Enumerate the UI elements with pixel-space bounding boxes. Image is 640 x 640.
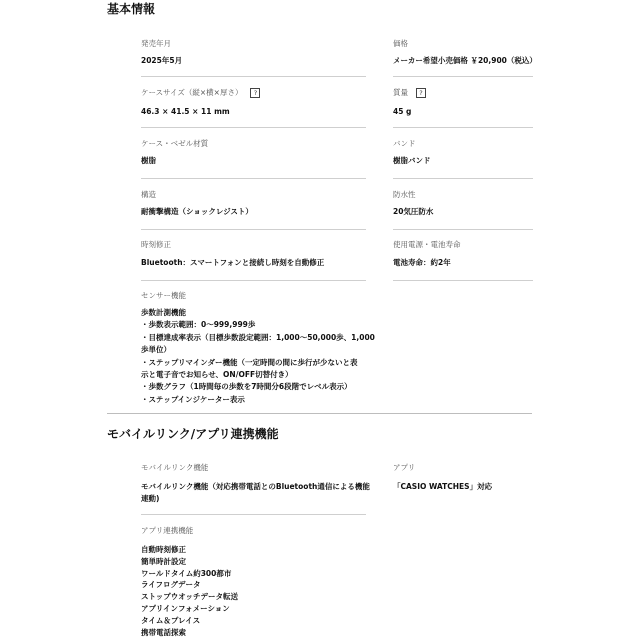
sensor-line: 歩数計測機能 [141,308,186,317]
sensor-line: ・ステップインジケーター表示 [141,394,245,404]
app-value: 「CASIO WATCHES」対応 [393,482,493,491]
price-value: メーカー希望小売価格 ￥20,900（税込） [393,56,537,65]
app-feature-item: 簡単時計設定 [141,556,186,566]
section-title-mobile-link: モバイルリンク/アプリ連携機能 [107,427,279,441]
divider [141,127,366,128]
section-divider [107,413,532,414]
release-date-value: 2025年5月 [141,56,183,65]
case-material-value: 樹脂 [141,156,156,165]
mobile-link-value [141,481,370,506]
app-feature-item: ワールドタイム約300都市 [141,568,232,578]
sensor-line: ・ステップリマインダー機能（一定時間の間に歩行が少ないと表 [141,357,358,367]
case-size-label-text: ケースサイズ（縦×横×厚さ） [141,88,243,97]
band-label: バンド [393,139,416,148]
divider [393,127,533,128]
power-label: 使用電源・電池寿命 [393,240,461,249]
sensor-line: ・歩数グラフ（1時間毎の歩数を7時間分6段階でレベル表示） [141,382,352,392]
sensor-line: 歩単位） [141,345,171,355]
mobile-link-label: モバイルリンク機能 [141,463,209,472]
app-feature-item: 携帯電話探索 [141,627,186,637]
divider [141,178,366,179]
time-correction-label: 時刻修正 [141,240,171,249]
release-date-label: 発売年月 [141,39,171,48]
case-size-value: 46.3 × 41.5 × 11 mm [141,107,230,116]
weight-label-text: 質量 [393,88,408,97]
app-feature-item: タイム＆プレイス [141,615,201,625]
section-title-basic-info: 基本情報 [107,2,156,16]
sensor-line: ・歩数表示範囲：0～999,999歩 [141,320,256,330]
sensor-line: ・目標達成率表示（目標歩数設定範囲：1,000～50,000歩、1,000 [141,332,375,342]
time-correction-value: Bluetooth：スマートフォンと接続し時刻を自動修正 [141,258,325,267]
weight-label [393,88,426,98]
price-label: 価格 [393,39,408,48]
case-size-label [141,88,260,98]
water-resistance-value: 20気圧防水 [393,207,434,216]
help-icon[interactable]: ? [250,88,260,98]
app-feature-item: ライフログデータ [141,580,201,590]
app-features-label: アプリ連携機能 [141,526,194,535]
mobile-link-line: モバイルリンク機能（対応携帯電話とのBluetooth通信による機能 [141,482,370,491]
sensor-value [141,307,375,406]
divider [141,514,366,515]
divider [393,76,533,77]
divider [141,76,366,77]
weight-value: 45 g [393,107,412,116]
case-material-label: ケース・ベゼル材質 [141,139,209,148]
water-resistance-label: 防水性 [393,190,416,199]
structure-label: 構造 [141,190,156,199]
divider [141,280,366,281]
help-icon[interactable]: ? [416,88,426,98]
divider [393,178,533,179]
divider [141,229,366,230]
app-features-value [141,544,238,638]
structure-value: 耐衝撃構造（ショックレジスト） [141,207,253,216]
app-feature-item: 自動時刻修正 [141,545,186,554]
divider [393,280,533,281]
divider [393,229,533,230]
power-value: 電池寿命：約2年 [393,258,451,267]
app-feature-item: ストップウオッチデータ転送 [141,592,239,602]
mobile-link-line: 連動) [141,494,160,504]
sensor-line: 示と電子音でお知らせ、ON/OFF切替付き） [141,370,293,380]
app-label: アプリ [393,463,416,472]
app-feature-item: アプリインフォメーション [141,603,230,613]
band-value: 樹脂バンド [393,156,431,165]
sensor-label: センサー機能 [141,291,186,300]
